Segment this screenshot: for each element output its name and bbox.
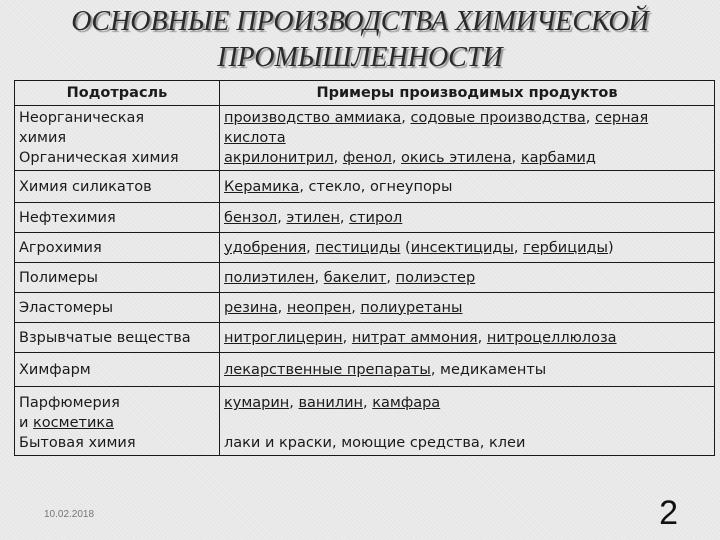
product-link[interactable]: карбамид: [520, 150, 596, 166]
product-text: лаки и краски, моющие средства, клеи: [224, 435, 526, 451]
product-link[interactable]: кумарин: [224, 395, 290, 411]
product-text: , медикаменты: [430, 361, 547, 378]
sector-label: и: [19, 415, 29, 431]
product-link[interactable]: ванилин: [298, 395, 364, 411]
table-row: [15, 171, 715, 203]
title-line-2: ПРОМЫШЛЕННОСТИ: [217, 42, 503, 73]
product-link[interactable]: лекарственные препараты: [224, 361, 431, 378]
sector-label: Неорганическая: [19, 110, 145, 126]
products-cell: нитроглицерин, нитрат аммония, нитроцеллюлоза: [220, 323, 715, 353]
products-cell: [220, 353, 715, 387]
products-cell: удобрения, пестициды (инсектициды, гербициды): [220, 233, 715, 263]
product-link[interactable]: полиэстер: [395, 269, 476, 286]
sector-label: Бытовая химия: [19, 435, 136, 451]
product-link[interactable]: инсектициды: [410, 239, 514, 256]
slide-date: 10.02.2018: [44, 509, 95, 520]
product-text: , стекло, огнеупоры: [299, 178, 453, 195]
sector-cell: [15, 387, 220, 456]
product-link[interactable]: акрилонитрил: [224, 150, 334, 166]
product-link[interactable]: полиэтилен: [224, 269, 315, 286]
products-cell: резина, неопрен, полиуретаны: [220, 293, 715, 323]
chemical-industry-table: [14, 80, 715, 456]
sector-label: Агрохимия: [15, 233, 220, 263]
product-link[interactable]: содовые производства: [410, 110, 586, 126]
table-row: [15, 353, 715, 387]
product-link[interactable]: гербициды: [523, 239, 608, 256]
table-row: [15, 323, 715, 353]
table-row: [15, 263, 715, 293]
table-row: [15, 106, 715, 171]
product-link[interactable]: нитроглицерин: [224, 329, 343, 346]
products-cell: полиэтилен, бакелит, полиэстер: [220, 263, 715, 293]
sector-label: Химфарм: [15, 353, 220, 387]
table-row: [15, 233, 715, 263]
table-row: [15, 203, 715, 233]
sector-label: Нефтехимия: [15, 203, 220, 233]
product-link[interactable]: бензол: [224, 209, 278, 226]
sector-label: Химия силикатов: [15, 171, 220, 203]
product-link[interactable]: фенол: [342, 150, 392, 166]
product-link[interactable]: стирол: [349, 209, 403, 226]
product-link[interactable]: окись этилена: [401, 150, 512, 166]
product-link[interactable]: нитрат аммония: [351, 329, 478, 346]
header-products: Примеры производимых продуктов: [220, 81, 715, 106]
product-link[interactable]: этилен: [286, 209, 340, 226]
sector-cell: [15, 106, 220, 171]
table-row: [15, 293, 715, 323]
product-link[interactable]: удобрения: [224, 239, 307, 256]
products-cell: кумарин, ванилин, камфара лаки и краски, моющие средства, клеи: [220, 387, 715, 456]
table-row: [15, 387, 715, 456]
products-cell: производство аммиака, содовые производства, серная кислота акрилонитрил, фенол, окись этилена, карбамид: [220, 106, 715, 171]
sector-link[interactable]: косметика: [33, 415, 115, 431]
sector-label: Парфюмерия: [19, 395, 120, 411]
sector-label: химия: [19, 130, 67, 146]
product-link[interactable]: пестициды: [315, 239, 401, 256]
products-cell: [220, 171, 715, 203]
product-link[interactable]: полиуретаны: [360, 299, 463, 316]
sector-label: Полимеры: [15, 263, 220, 293]
product-link[interactable]: серная: [594, 110, 649, 126]
table-header-row: [15, 81, 715, 106]
slide-title: [0, 4, 720, 76]
page-number: 2: [659, 494, 678, 532]
product-link[interactable]: Керамика: [224, 178, 300, 195]
product-link[interactable]: производство аммиака: [224, 110, 402, 126]
sector-label: Взрывчатые вещества: [15, 323, 220, 353]
header-subsector: Подотрасль: [15, 81, 220, 106]
sector-label: Эластомеры: [15, 293, 220, 323]
products-cell: бензол, этилен, стирол: [220, 203, 715, 233]
product-link[interactable]: резина: [224, 299, 278, 316]
product-link[interactable]: бакелит: [323, 269, 387, 286]
title-line-1: ОСНОВНЫЕ ПРОИЗВОДСТВА ХИМИЧЕСКОЙ: [71, 6, 649, 37]
product-link[interactable]: камфара: [372, 395, 441, 411]
sector-label: Органическая химия: [19, 150, 179, 166]
product-link[interactable]: кислота: [224, 130, 286, 146]
product-link[interactable]: неопрен: [286, 299, 352, 316]
product-link[interactable]: нитроцеллюлоза: [486, 329, 617, 346]
